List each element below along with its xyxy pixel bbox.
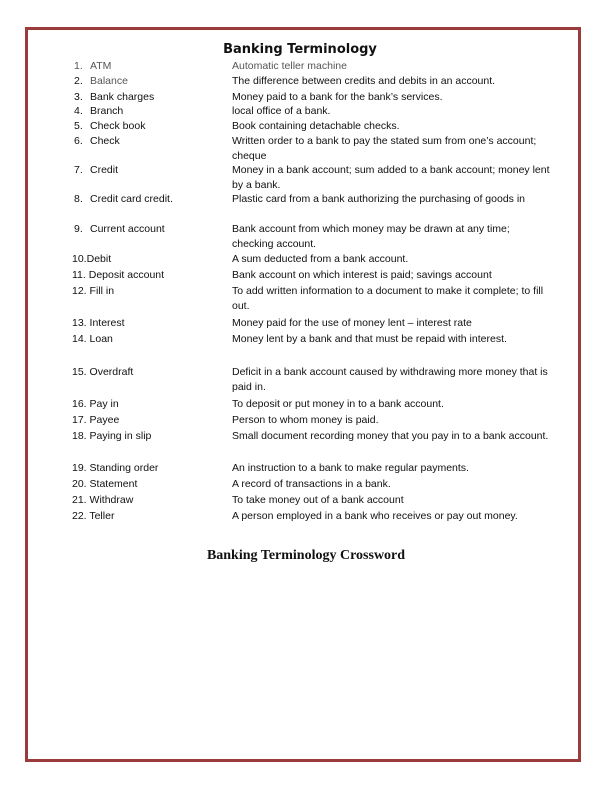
- term-definition: Written order to a bank to pay the stated sum from one’s account; cheque: [232, 135, 537, 162]
- term-name: Statement: [89, 478, 138, 490]
- term-number: 18.: [72, 430, 87, 442]
- term-number: 16.: [72, 398, 87, 410]
- term-name: Debit: [86, 253, 112, 265]
- term-definition: A sum deducted from a bank account.: [232, 253, 409, 265]
- term-number: 5.: [74, 120, 83, 132]
- term-definition: Money lent by a bank and that must be repaid with interest.: [232, 333, 507, 345]
- term-number: 2.: [74, 75, 83, 87]
- term-number: 22.: [72, 510, 87, 522]
- term-number: 3.: [74, 91, 83, 103]
- term-name: Branch: [90, 105, 124, 117]
- term-name: Payee: [89, 414, 120, 426]
- term-name: Check book: [90, 120, 146, 132]
- term-name: Loan: [89, 333, 113, 345]
- term-number: 9.: [74, 223, 83, 235]
- term-name: ATM: [90, 60, 112, 72]
- term-name: Standing order: [89, 462, 159, 474]
- term-number: 21.: [72, 494, 87, 506]
- term-name: Deposit account: [88, 269, 165, 281]
- term-definition: Money in a bank account; sum added to a bank account; money lent by a bank.: [232, 164, 550, 191]
- term-name: Pay in: [89, 398, 119, 410]
- term-definition: To add written information to a document to make it complete; to fill out.: [232, 285, 544, 312]
- term-number: 11.: [72, 269, 86, 281]
- term-number: 12.: [72, 285, 87, 297]
- term-number: 4.: [74, 105, 83, 117]
- term-number: 1.: [74, 60, 83, 72]
- term-definition: Money paid to a bank for the bank’s services.: [232, 91, 443, 103]
- page-title: Banking Terminology: [223, 42, 377, 57]
- term-definition: local office of a bank.: [232, 105, 331, 117]
- term-name: Overdraft: [89, 366, 134, 378]
- term-number: 6.: [74, 135, 83, 147]
- term-definition: Automatic teller machine: [232, 60, 347, 72]
- term-name: Fill in: [89, 285, 115, 297]
- term-number: 15.: [72, 366, 87, 378]
- term-definition: An instruction to a bank to make regular payments.: [232, 462, 469, 474]
- section-subtitle: Banking Terminology Crossword: [206, 548, 406, 563]
- term-number: 19.: [72, 462, 87, 474]
- term-name: Balance: [90, 75, 128, 87]
- term-definition: To take money out of a bank account: [232, 494, 404, 506]
- term-definition: To deposit or put money in to a bank account.: [232, 398, 444, 410]
- term-definition: Deficit in a bank account caused by withdrawing more money that is paid in.: [232, 366, 548, 393]
- term-definition: Book containing detachable checks.: [232, 120, 400, 132]
- term-definition: Plastic card from a bank authorizing the purchasing of goods in: [232, 193, 526, 205]
- term-definition: Person to whom money is paid.: [232, 414, 379, 426]
- term-number: 20.: [72, 478, 87, 490]
- term-name: Credit card credit.: [90, 193, 173, 205]
- term-name: Current account: [90, 223, 165, 235]
- term-number: 13.: [72, 317, 87, 329]
- term-definition: Small document recording money that you pay in to a bank account.: [232, 430, 549, 442]
- term-definition: The difference between credits and debits in an account.: [232, 75, 496, 87]
- term-number: 14.: [72, 333, 87, 345]
- term-name: Credit: [90, 164, 119, 176]
- term-number: 7.: [74, 164, 83, 176]
- term-name: Bank charges: [90, 91, 155, 103]
- term-name: Paying in slip: [89, 430, 152, 442]
- term-definition: Money paid for the use of money lent – interest rate: [232, 317, 472, 329]
- term-definition: A person employed in a bank who receives or pay out money.: [232, 510, 518, 522]
- term-number: 8.: [74, 193, 83, 205]
- term-number: 17.: [72, 414, 87, 426]
- term-name: Check: [90, 135, 120, 147]
- term-definition: Bank account on which interest is paid; savings account: [232, 269, 492, 281]
- term-name: Teller: [89, 510, 115, 522]
- term-name: Withdraw: [89, 494, 134, 506]
- term-number: 10.: [72, 253, 87, 265]
- term-definition: Bank account from which money may be drawn at any time; checking account.: [232, 223, 510, 250]
- term-definition: A record of transactions in a bank.: [232, 478, 391, 490]
- term-name: Interest: [89, 317, 125, 329]
